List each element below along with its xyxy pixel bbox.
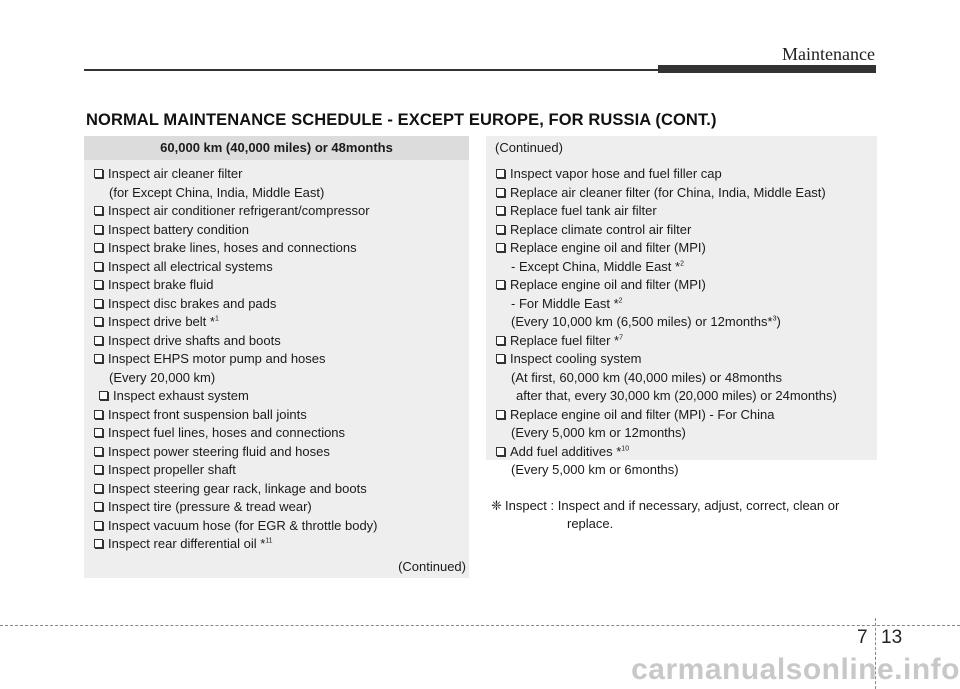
continued-label: (Continued) — [398, 559, 466, 574]
checklist-item — [84, 239, 469, 258]
footer-rule — [0, 625, 960, 626]
left-item-list — [84, 160, 469, 554]
checklist-item — [84, 498, 469, 517]
checklist-item — [486, 184, 877, 203]
checkbox-icon — [94, 225, 103, 234]
section-header: Maintenance — [782, 44, 875, 64]
checklist-item — [84, 165, 469, 184]
checklist-item-detail — [486, 369, 877, 388]
page-number: 13 — [881, 627, 903, 648]
checkbox-icon — [94, 521, 103, 530]
checkbox-icon — [94, 484, 103, 493]
checklist-item — [486, 443, 877, 462]
checkbox-icon — [94, 410, 103, 419]
item-text: (Every 10,000 km (6,500 miles) or 12months* — [511, 314, 773, 329]
continued-label: (Continued) — [495, 140, 563, 155]
inspect-note — [491, 497, 877, 533]
checklist-item — [84, 424, 469, 443]
item-text: Replace engine oil and filter (MPI) — [510, 277, 706, 292]
checklist-item-detail — [84, 369, 469, 388]
item-text: Inspect battery condition — [108, 221, 249, 237]
note-symbol-icon: ❈ — [491, 498, 502, 513]
checkbox-icon — [94, 502, 103, 511]
item-text: Add fuel additives * — [510, 443, 622, 459]
left-schedule-column — [84, 136, 469, 578]
checkbox-icon — [94, 317, 103, 326]
item-text: Inspect all electrical systems — [108, 258, 273, 274]
item-text: Inspect drive belt * — [108, 314, 215, 329]
footnote-ref: 3 — [772, 315, 777, 323]
page-title: NORMAL MAINTENANCE SCHEDULE - EXCEPT EUROPE, FOR RUSSIA (CONT.) — [86, 111, 717, 129]
checklist-item — [486, 332, 877, 351]
item-text: Replace climate control air filter — [510, 221, 692, 237]
checklist-item — [84, 295, 469, 314]
checkbox-icon — [496, 206, 505, 215]
checkbox-icon — [94, 169, 103, 178]
checklist-item — [486, 202, 877, 221]
item-text: Inspect fuel lines, hoses and connections — [108, 425, 346, 440]
item-text: Inspect brake fluid — [108, 277, 214, 292]
item-text: after that, every 30,000 km (20,000 miles) or 24months) — [516, 388, 837, 403]
item-text-after: ) — [776, 314, 781, 329]
item-text: Inspect disc brakes and pads — [108, 295, 277, 311]
item-text: Replace engine oil and filter (MPI) — [510, 240, 706, 255]
checkbox-icon — [496, 243, 505, 252]
item-text: (for Except China, India, Middle East) — [109, 184, 325, 200]
checklist-item — [84, 332, 469, 351]
checklist-item — [84, 258, 469, 277]
checkbox-icon — [496, 280, 505, 289]
checklist-item — [84, 535, 469, 554]
chapter-number: 7 — [857, 627, 868, 648]
item-text: Inspect power steering fluid and hoses — [108, 443, 330, 459]
checkbox-icon — [496, 225, 505, 234]
checklist-item-detail — [486, 424, 877, 443]
item-text: Inspect vacuum hose (for EGR & throttle body) — [108, 517, 378, 533]
item-text: Inspect EHPS motor pump and hoses — [108, 351, 326, 366]
checklist-item — [486, 165, 877, 184]
watermark: carmanualsonline.info — [631, 653, 960, 686]
header-rule — [84, 69, 664, 71]
item-text: - For Middle East * — [511, 295, 619, 311]
checklist-item — [84, 350, 469, 369]
checkbox-icon — [94, 299, 103, 308]
checklist-item — [84, 406, 469, 425]
footnote-ref: 7 — [619, 334, 624, 342]
item-text: Replace fuel filter * — [510, 332, 620, 348]
item-text: Replace fuel tank air filter — [510, 203, 657, 218]
checkbox-icon — [94, 262, 103, 271]
checkbox-icon — [94, 447, 103, 456]
checkbox-icon — [496, 169, 505, 178]
item-text: (Every 5,000 km or 6months) — [511, 462, 679, 477]
item-text: Inspect tire (pressure & tread wear) — [108, 499, 312, 514]
checklist-item — [84, 276, 469, 295]
item-text: Replace air cleaner filter (for China, India, Middle East) — [510, 184, 826, 200]
checklist-item — [84, 387, 469, 406]
item-text: Inspect rear differential oil * — [108, 536, 266, 551]
footnote-ref: 11 — [265, 537, 273, 545]
item-text: Inspect cooling system — [510, 351, 642, 366]
item-text: Inspect air conditioner refrigerant/compressor — [108, 203, 370, 218]
footnote-ref: 1 — [214, 315, 219, 323]
footnote-ref: 2 — [618, 297, 623, 305]
checklist-item-detail — [486, 313, 877, 332]
note-text-continued: replace. — [567, 516, 614, 531]
interval-heading: 60,000 km (40,000 miles) or 48months — [84, 136, 469, 160]
checklist-item — [486, 406, 877, 425]
item-text: Inspect brake lines, hoses and connections — [108, 240, 357, 255]
right-item-list — [486, 162, 877, 480]
footnote-ref: 2 — [680, 260, 684, 268]
checkbox-icon — [496, 188, 505, 197]
checklist-item — [84, 202, 469, 221]
note-text: Inspect : Inspect and if necessary, adjust, correct, clean or — [505, 498, 840, 513]
checkbox-icon — [94, 206, 103, 215]
item-text: Inspect front suspension ball joints — [108, 406, 307, 422]
item-text: (At first, 60,000 km (40,000 miles) or 48months — [511, 369, 782, 385]
checkbox-icon — [94, 539, 103, 548]
checklist-item — [84, 461, 469, 480]
checklist-item-detail — [486, 258, 877, 277]
note-line — [491, 497, 877, 515]
checklist-item-detail — [486, 295, 877, 314]
checkbox-icon — [496, 447, 505, 456]
item-text: Inspect exhaust system — [113, 388, 249, 403]
checkbox-icon — [94, 428, 103, 437]
footnote-ref: 10 — [621, 445, 630, 453]
item-text: Inspect air cleaner filter — [108, 166, 243, 181]
checkbox-icon — [94, 336, 103, 345]
item-text: (Every 5,000 km or 12months) — [511, 425, 686, 440]
item-text: Inspect vapor hose and fuel filler cap — [510, 166, 722, 181]
header-rule-accent — [658, 65, 876, 73]
checkbox-icon — [496, 410, 505, 419]
item-text: Replace engine oil and filter (MPI) - For China — [510, 406, 775, 422]
checkbox-icon — [94, 354, 103, 363]
checklist-item — [486, 350, 877, 369]
checklist-item-detail — [486, 387, 877, 406]
checklist-item — [486, 221, 877, 240]
checkbox-icon — [94, 280, 103, 289]
checklist-item — [486, 276, 877, 295]
checkbox-icon — [94, 243, 103, 252]
checkbox-icon — [94, 465, 103, 474]
item-text: Inspect drive shafts and boots — [108, 332, 281, 348]
right-schedule-column — [486, 136, 877, 477]
checklist-item — [84, 480, 469, 499]
checklist-item — [84, 517, 469, 536]
checklist-item — [84, 443, 469, 462]
checklist-item-detail — [486, 461, 877, 480]
checkbox-icon — [496, 354, 505, 363]
checkbox-icon — [496, 336, 505, 345]
checkbox-icon — [99, 391, 108, 400]
checklist-item-detail — [84, 184, 469, 203]
checklist-item — [486, 239, 877, 258]
item-text: - Except China, Middle East * — [511, 258, 681, 274]
item-text: (Every 20,000 km) — [109, 369, 216, 385]
item-text: Inspect steering gear rack, linkage and boots — [108, 480, 367, 496]
checklist-item — [84, 313, 469, 332]
item-text: Inspect propeller shaft — [108, 462, 236, 477]
checklist-item — [84, 221, 469, 240]
